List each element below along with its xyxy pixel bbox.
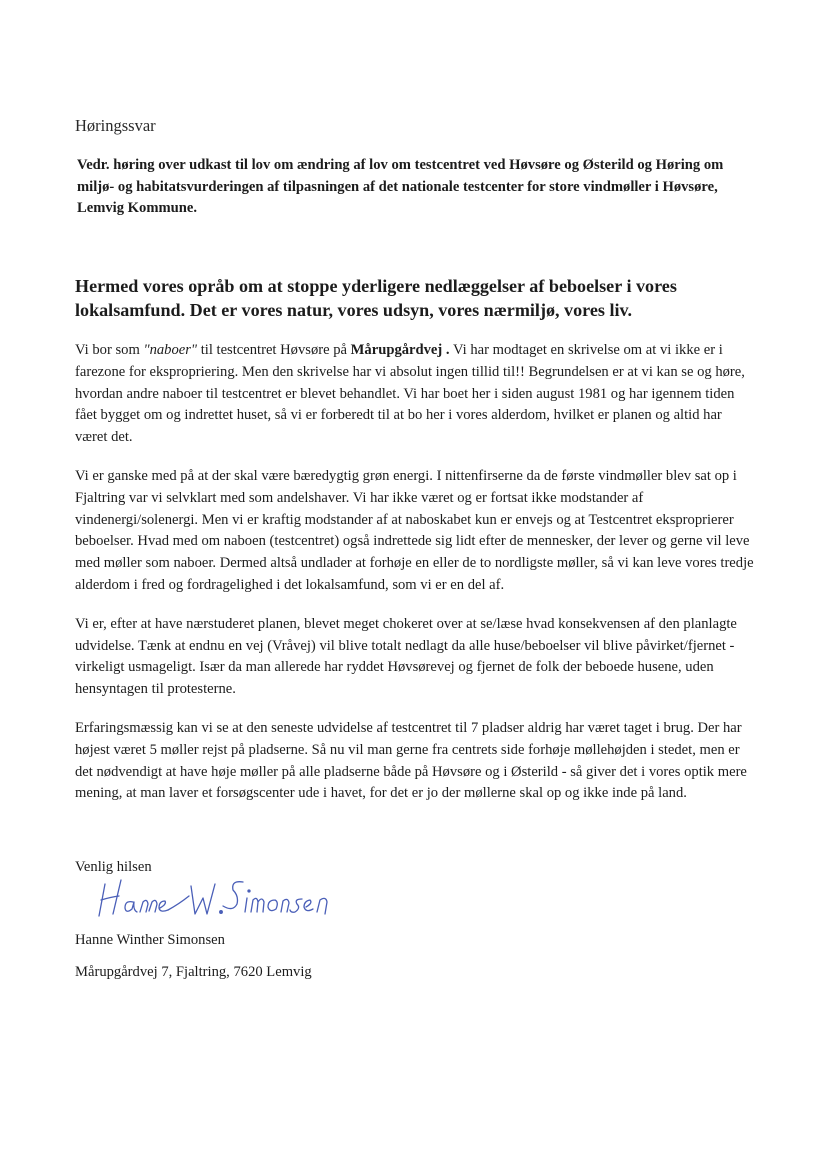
appeal-headline: Hermed vores opråb om at stoppe yderligere nedlæggelser af beboelser i vores lokalsamfund. Det er vores natur, vores udsyn, vores nærmiljø, vores liv. — [75, 276, 677, 320]
signer-name: Hanne Winther Simonsen — [75, 932, 225, 948]
handwritten-signature — [95, 872, 395, 924]
closing-greeting: Venlig hilsen — [75, 859, 152, 875]
road-name: Mårupgårdvej . — [350, 342, 450, 358]
paragraph-residence-lead: Vi bor som — [75, 342, 144, 358]
paragraph-residence — [75, 340, 755, 449]
paragraph-expansion-shock: Vi er, efter at have nærstuderet planen, blevet meget chokeret over at se/læse hvad konsekvensen af den planlagte udvidelse. Tænk at endnu en vej (Vråvej) vil blive totalt nedlagt da alle huse/beboelser vil blive påvirket/fjernet - virkeligt usmageligt. Især da man allerede har ryddet Høvsørevej og fjernet de folk der beboede husene, uden hensyntagen til protesterne. — [75, 615, 737, 698]
letter-body — [75, 340, 755, 822]
paragraph-experience: Erfaringsmæssig kan vi se at den seneste udvidelse af testcentret til 7 pladser aldrig har været taget i brug. Der har højest været 5 møller rejst på pladserne. Så nu vil man gerne fra centrets side forhøje møllehøjden i stedet, men er det nødvendigt at have høje møller på alle pladserne både på Høvsøre og i Østerild - så giver det i vores optik mere mening, at man laver et forsøgscenter ude i havet, for det er jo der møllerne skal op og ikke inde på land. — [75, 719, 747, 802]
naboer-emphasis: "naboer" — [143, 342, 198, 358]
paragraph-residence-rest: Vi har modtaget en skrivelse om at vi ikke er i farezone for ekspropriering. Men den skrivelse har vi absolut ingen tillid til!! Begrundelsen er at vi kan se og høre, hvordan andre naboer til testcentret er blevet behandlet. Vi har boet her i siden august 1981 og har igennem tiden fået bygget om og indrettet huset, så vi er forberedt til at bo her i vores alderdom, hvilket er planen og altid har været det. — [75, 342, 745, 446]
paragraph-residence-middle: til testcentret Høvsøre på — [197, 342, 351, 358]
signer-address: Mårupgårdvej 7, Fjaltring, 7620 Lemvig — [75, 964, 312, 980]
signature-drawing — [95, 872, 395, 924]
paragraph-green-energy: Vi er ganske med på at der skal være bæredygtig grøn energi. I nittenfirserne da de første vindmøller blev sat op i Fjaltring var vi selvklart med som andelshaver. Vi har ikke været og er fortsat ikke modstander af vindenergi/solenergi. Men vi er kraftig modstander af at naboskabet kun er envejs og at Testcentret eksproprierer beboelser. Hvad med om naboen (testcentret) også indrettede sig lidt efter de mennesker, der lever og gerne vil leve med møller som naboer. Dermed altså undlader at forhøje en eller de to nordligste møller, så vi kan leve vores tredje alderdom i fred og fordragelighed i det lokalsamfund, som vi er en del af. — [75, 467, 754, 593]
regarding-statement: Vedr. høring over udkast til lov om ændring af lov om testcentret ved Høvsøre og Østerild og Høring om miljø- og habitatsvurderingen af tilpasningen af det nationale testcenter for store vindmøller i Høvsøre, Lemvig Kommune. — [77, 157, 724, 216]
document-heading: Høringssvar — [75, 116, 156, 135]
